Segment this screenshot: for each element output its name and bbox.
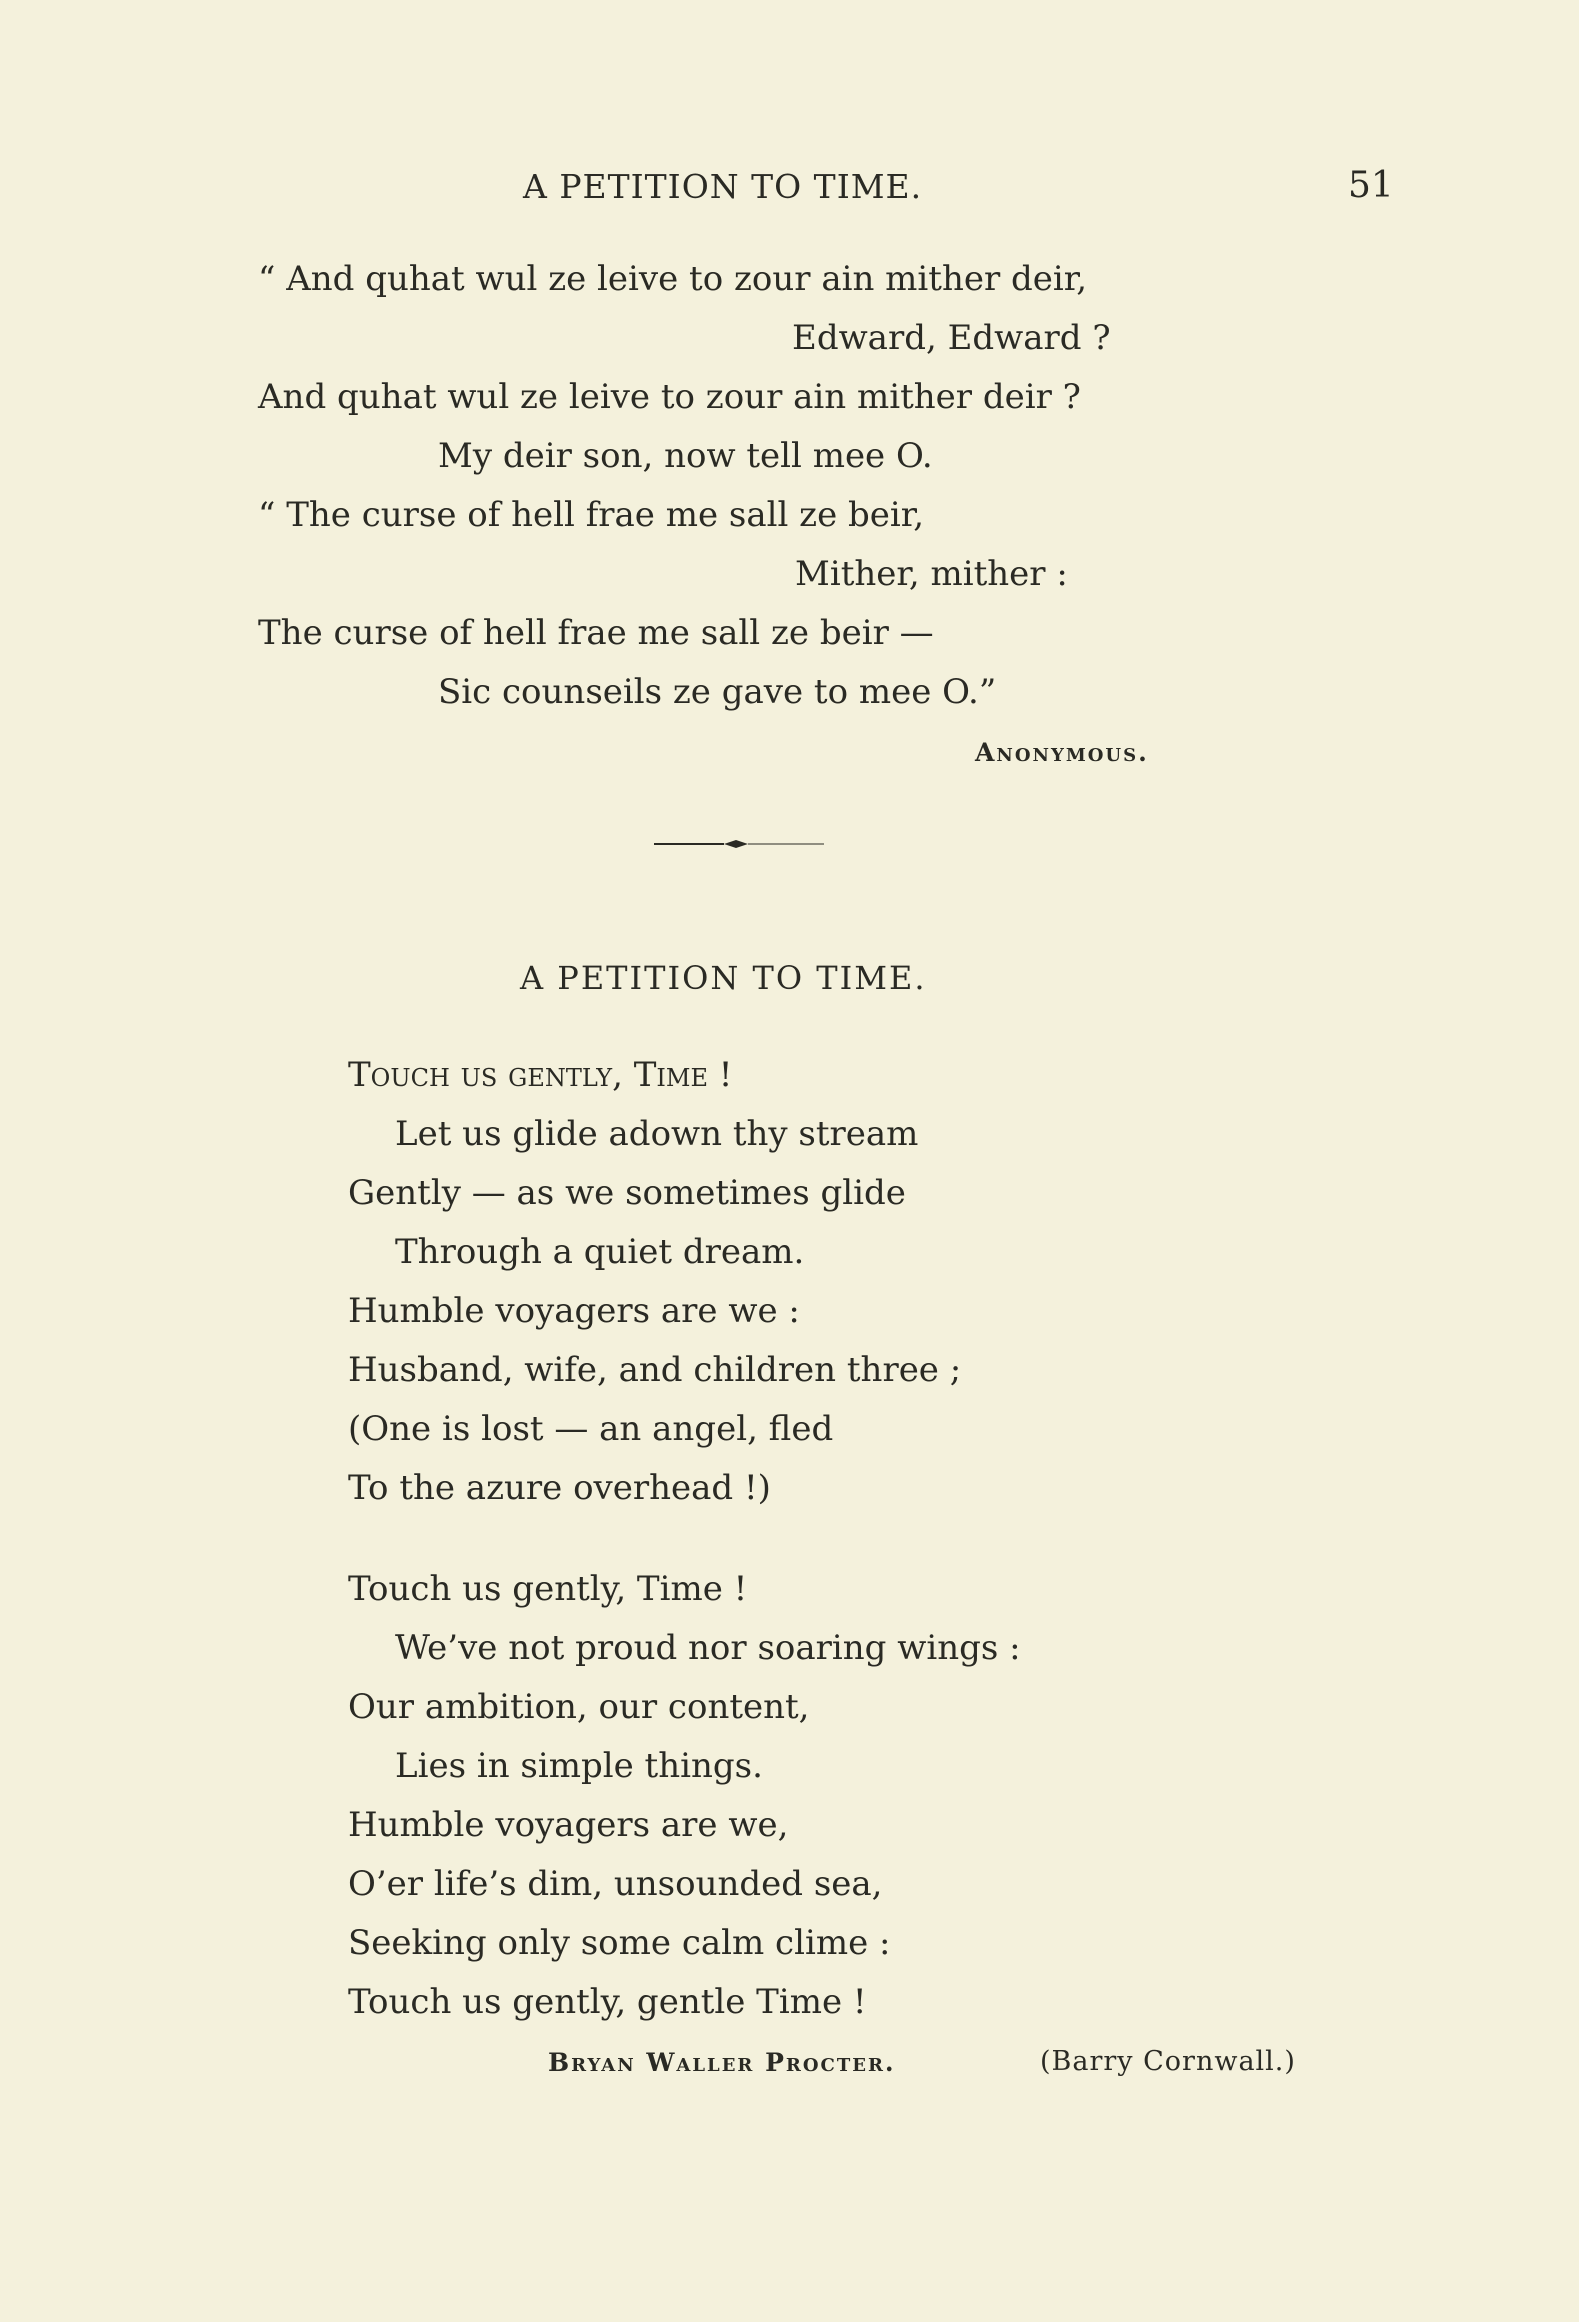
poem-line: Touch us gently, gentle Time ! xyxy=(348,1982,867,2022)
page-number: 51 xyxy=(1348,165,1394,206)
ballad-line: And quhat wul ze leive to zour ain mither deir ? xyxy=(258,377,1081,417)
poem-line: Let us glide adown thy stream xyxy=(395,1114,919,1154)
poem-attribution-note: (Barry Cornwall.) xyxy=(1040,2046,1296,2077)
poem-line: We’ve not proud nor soaring wings : xyxy=(395,1628,1021,1668)
ballad-line: “ And quhat wul ze leive to zour ain mither deir, xyxy=(258,259,1088,299)
poem-line: Humble voyagers are we, xyxy=(348,1805,789,1845)
poem-line: To the azure overhead !) xyxy=(348,1468,771,1508)
poem-line: Touch us gently, Time ! xyxy=(348,1055,733,1095)
ballad-attribution: Anonymous. xyxy=(975,738,1149,767)
ballad-line: Mither, mither : xyxy=(795,554,1068,594)
ballad-line: The curse of hell frae me sall ze beir — xyxy=(258,613,934,653)
running-title: A PETITION TO TIME. xyxy=(523,167,923,206)
poem-line: Husband, wife, and children three ; xyxy=(348,1350,962,1390)
section-divider xyxy=(654,838,824,850)
poem-line: Humble voyagers are we : xyxy=(348,1291,800,1331)
ballad-line: “ The curse of hell frae me sall ze beir, xyxy=(258,495,925,535)
poem-line: Touch us gently, Time ! xyxy=(348,1569,748,1609)
ballad-line: My deir son, now tell mee O. xyxy=(438,436,933,476)
poem-title: A PETITION TO TIME. xyxy=(520,959,927,997)
poem-line: O’er life’s dim, unsounded sea, xyxy=(348,1864,883,1904)
ballad-line: Sic counseils ze gave to mee O.” xyxy=(438,672,997,712)
poem-line: Lies in simple things. xyxy=(395,1746,763,1786)
poem-attribution: Bryan Waller Procter. xyxy=(548,2048,896,2077)
poem-line: Seeking only some calm clime : xyxy=(348,1923,891,1963)
poem-line: (One is lost — an angel, fled xyxy=(348,1409,834,1449)
poem-line: Through a quiet dream. xyxy=(395,1232,805,1272)
poem-line: Our ambition, our content, xyxy=(348,1687,810,1727)
ballad-line: Edward, Edward ? xyxy=(792,318,1111,358)
poem-line: Gently — as we sometimes glide xyxy=(348,1173,906,1213)
